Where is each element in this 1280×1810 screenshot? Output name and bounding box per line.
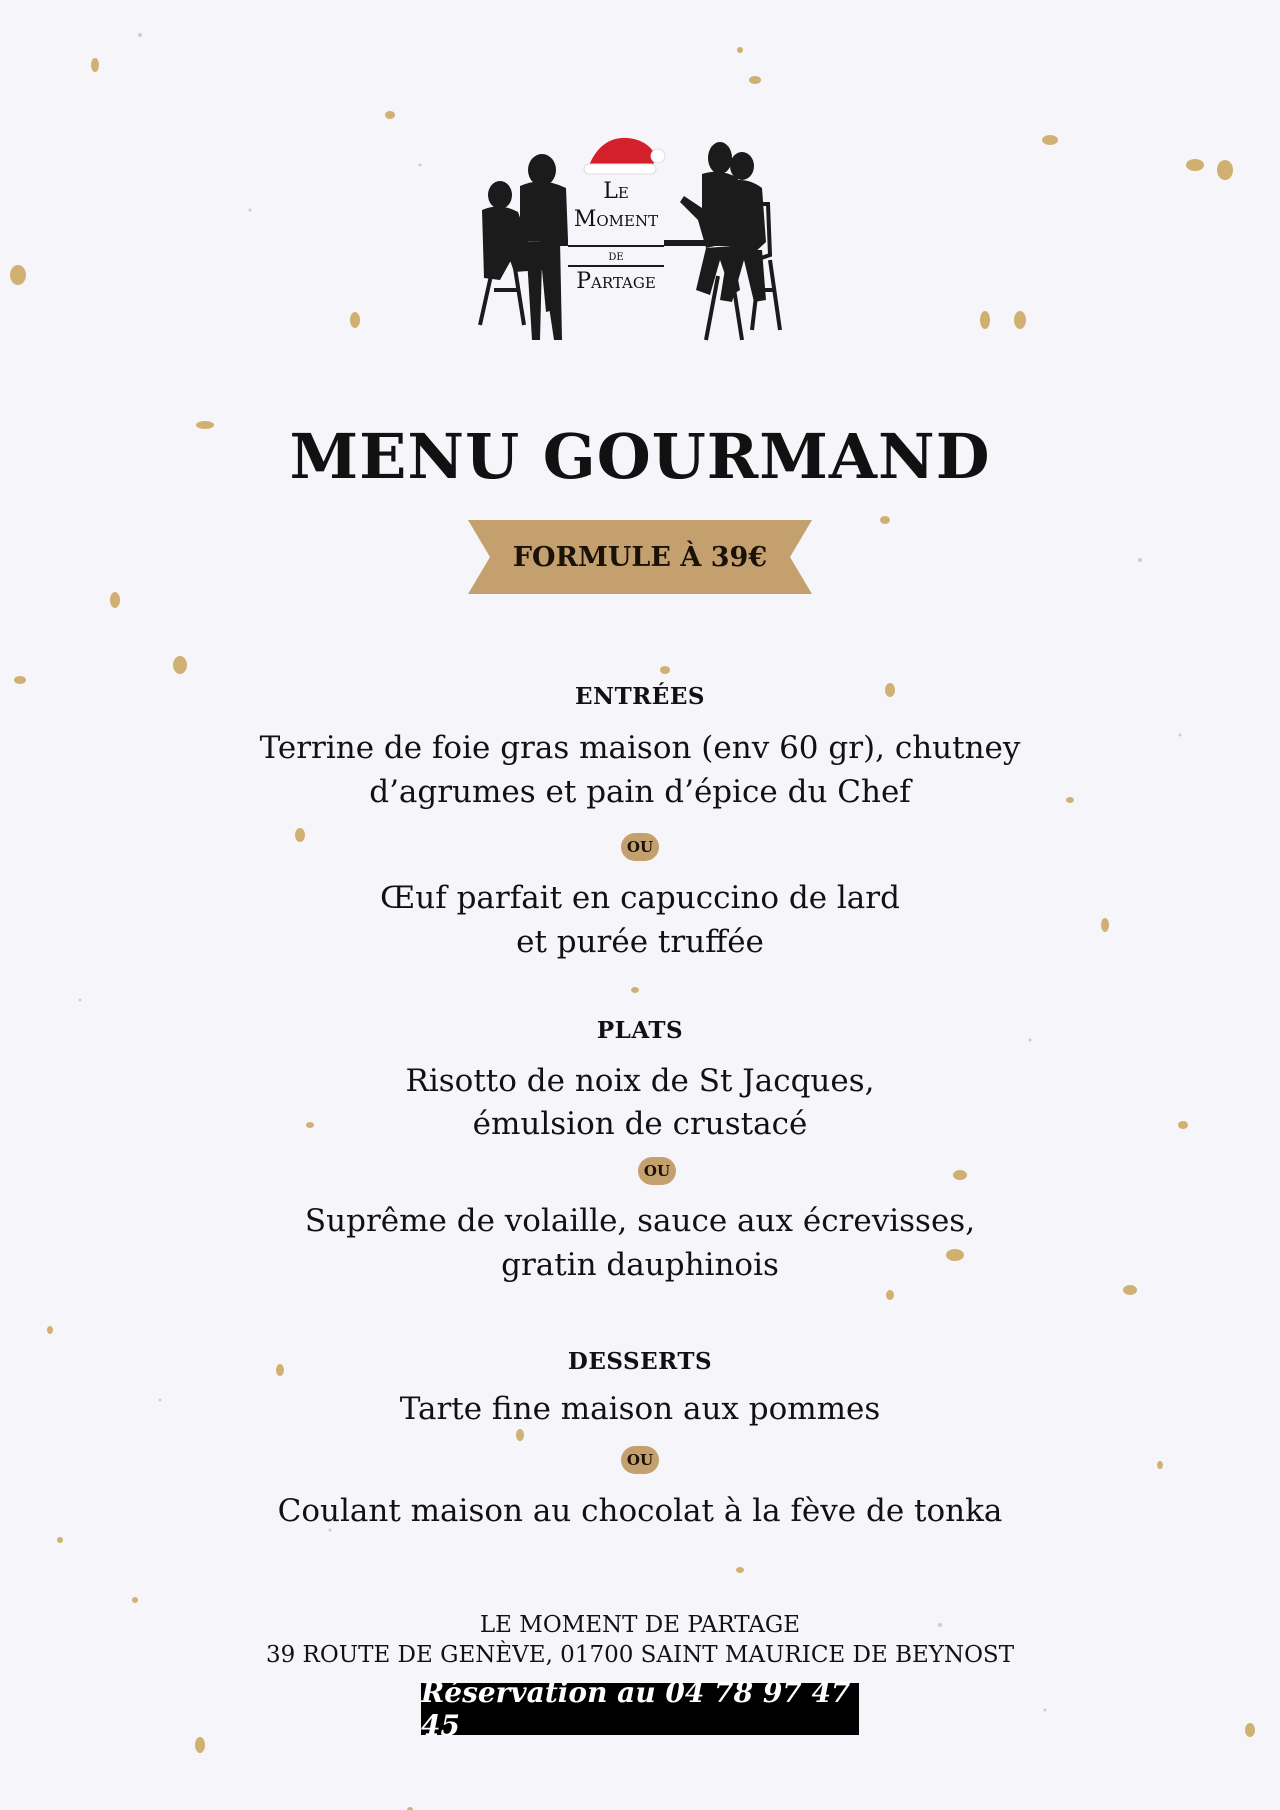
section-title-desserts: DESSERTS [567,1348,713,1375]
logo-line-4: Partage [576,269,656,294]
dish-plat-1-line-1: Risotto de noix de St Jacques, [405,1063,875,1099]
santa-hat-icon [584,138,665,174]
dish-entree-1-line-2: d’agrumes et pain d’épice du Chef [369,774,911,810]
restaurant-name: LE MOMENT DE PARTAGE [479,1612,801,1638]
logo-line-1: Le [603,179,629,204]
or-separator: OU [621,833,659,861]
or-separator: OU [621,1446,659,1474]
or-separator: OU [638,1157,676,1185]
dish-entree-2-line-2: et purée truffée [516,924,764,960]
dish-plat-2-line-1: Suprême de volaille, sauce aux écrevisses, [304,1203,976,1239]
reservation-phone: Réservation au 04 78 97 47 45 [421,1683,859,1735]
dish-dessert-1: Tarte fine maison aux pommes [399,1391,881,1427]
dish-dessert-2: Coulant maison au chocolat à la fève de tonka [277,1493,1003,1529]
dish-entree-1-line-1: Terrine de foie gras maison (env 60 gr), chutney [259,730,1021,766]
logo-line-3: de [608,248,624,264]
section-title-entrees: ENTRÉES [575,683,705,710]
dish-plat-1-line-2: émulsion de crustacé [472,1106,808,1142]
dish-plat-2-line-2: gratin dauphinois [501,1247,779,1283]
menu-title: MENU GOURMAND [289,420,991,493]
restaurant-logo [470,130,810,350]
section-title-plats: PLATS [596,1017,684,1044]
restaurant-address: 39 ROUTE DE GENÈVE, 01700 SAINT MAURICE DE BEYNOST [265,1642,1015,1668]
formula-price: FORMULE À 39€ [512,541,768,573]
dish-entree-2-line-1: Œuf parfait en capuccino de lard [380,880,900,916]
logo-line-2: Moment [573,207,659,232]
